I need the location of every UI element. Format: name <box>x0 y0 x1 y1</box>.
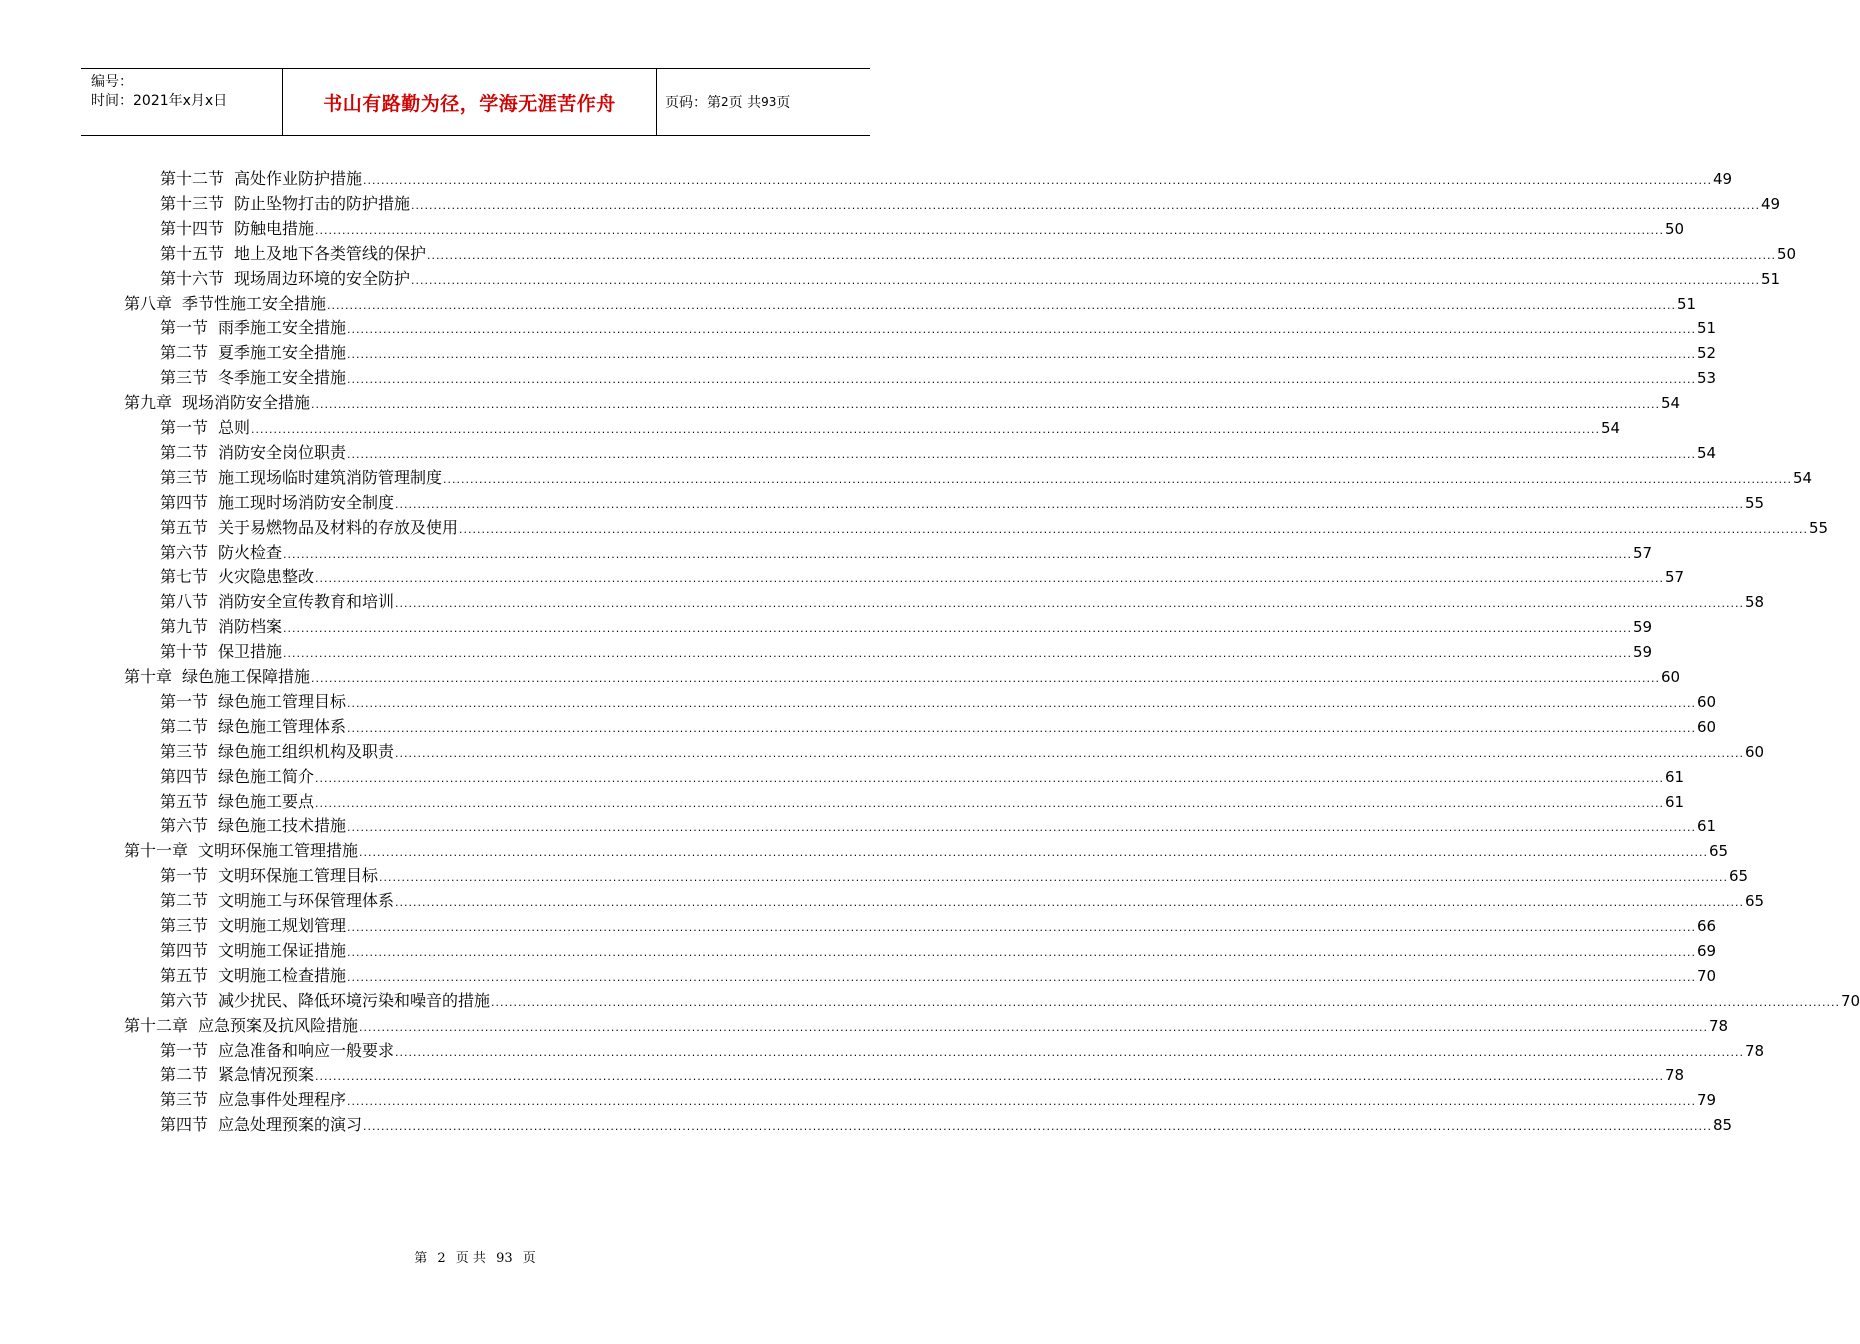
toc-entry-number: 第二节 <box>160 1065 209 1085</box>
toc-entry-title: 现场周边环境的安全防护 <box>234 268 411 288</box>
toc-section-entry[interactable] <box>160 740 1765 764</box>
toc-dot-leader: ............................................................................................................................................................................................................................................................................................................ <box>359 1020 1709 1034</box>
toc-dot-leader: ............................................................................................................................................................................................................................................................................................................ <box>315 796 1665 810</box>
header-page-suffix: 页 <box>776 95 791 111</box>
toc-dot-leader: ............................................................................................................................................................................................................................................................................................................ <box>347 821 1697 835</box>
toc-entry-page-number: 78 <box>1745 1041 1765 1060</box>
toc-section-entry[interactable] <box>160 814 1717 838</box>
toc-section-entry[interactable] <box>160 765 1685 789</box>
toc-dot-leader: ............................................................................................................................................................................................................................................................................................................ <box>363 174 1713 187</box>
toc-section-entry[interactable] <box>160 640 1653 664</box>
toc-dot-leader: ............................................................................................................................................................................................................................................................................................................ <box>491 995 1841 1009</box>
toc-entry-page-number: 59 <box>1633 643 1653 662</box>
header-motto: 书山有路勤为径，学海无涯苦作舟 <box>283 69 657 135</box>
toc-section-entry[interactable] <box>160 565 1685 589</box>
toc-entry-number: 第十二节 <box>160 169 225 188</box>
toc-entry-label <box>160 939 346 963</box>
toc-entry-page-number: 54 <box>1601 419 1621 437</box>
toc-section-entry[interactable] <box>160 491 1765 515</box>
header-page-mid: 页 共 <box>728 95 762 111</box>
toc-dot-leader: ............................................................................................................................................................................................................................................................................................................ <box>359 846 1709 860</box>
toc-entry-title: 文明施工规划管理 <box>218 916 347 935</box>
toc-entry-label <box>160 1039 394 1063</box>
toc-entry-page-number: 78 <box>1709 1016 1729 1035</box>
toc-entry-label <box>160 565 314 589</box>
toc-entry-number: 第八节 <box>160 592 209 612</box>
toc-dot-leader: ............................................................................................................................................................................................................................................................................................................ <box>347 970 1697 984</box>
toc-entry-title: 绿色施工保障措施 <box>182 667 311 686</box>
toc-entry-page-number: 50 <box>1777 244 1797 263</box>
toc-entry-page-number: 51 <box>1697 319 1717 338</box>
toc-entry-title: 绿色施工要点 <box>218 791 315 811</box>
footer-suffix: 页 <box>522 1251 536 1266</box>
toc-entry-page-number: 55 <box>1745 493 1765 512</box>
toc-entry-page-number: 69 <box>1697 941 1717 960</box>
toc-section-entry[interactable] <box>160 192 1781 216</box>
toc-entry-number: 第十一章 <box>124 841 189 861</box>
toc-entry-page-number: 49 <box>1713 170 1733 188</box>
toc-chapter-entry[interactable] <box>124 292 1697 316</box>
toc-entry-page-number: 61 <box>1665 767 1685 786</box>
toc-entry-number: 第十三节 <box>160 193 225 213</box>
toc-entry-label <box>160 267 410 291</box>
toc-entry-number: 第九章 <box>124 393 173 413</box>
toc-entry-number: 第九节 <box>160 617 209 637</box>
toc-entry-number: 第四节 <box>160 766 209 786</box>
toc-dot-leader: ............................................................................................................................................................................................................................................................................................................ <box>315 1070 1665 1084</box>
toc-entry-number: 第一节 <box>160 318 209 338</box>
toc-entry-label <box>160 615 282 639</box>
toc-entry-label <box>160 1088 346 1112</box>
toc-entry-label <box>160 814 346 838</box>
toc-entry-number: 第二节 <box>160 716 209 736</box>
toc-section-entry[interactable] <box>160 939 1717 963</box>
toc-dot-leader: ............................................................................................................................................................................................................................................................................................................ <box>283 622 1633 636</box>
toc-entry-title: 紧急情况预案 <box>218 1065 315 1085</box>
toc-entry-label <box>160 690 346 714</box>
toc-section-entry[interactable] <box>160 790 1685 814</box>
toc-entry-page-number: 53 <box>1697 369 1717 388</box>
toc-section-entry[interactable] <box>160 516 1829 540</box>
toc-entry-title: 文明环保施工管理措施 <box>198 841 359 861</box>
toc-dot-leader: ............................................................................................................................................................................................................................................................................................................ <box>347 1095 1697 1109</box>
toc-entry-page-number: 61 <box>1665 792 1685 811</box>
toc-entry-number: 第四节 <box>160 492 209 512</box>
toc-dot-leader: ............................................................................................................................................................................................................................................................................................................ <box>395 746 1745 760</box>
toc-dot-leader: ............................................................................................................................................................................................................................................................................................................ <box>347 921 1697 934</box>
toc-entry-page-number: 54 <box>1793 468 1813 487</box>
toc-entry-page-number: 61 <box>1697 817 1717 836</box>
toc-entry-page-number: 60 <box>1661 668 1681 686</box>
toc-section-entry[interactable] <box>160 466 1813 490</box>
toc-entry-number: 第十二章 <box>124 1015 189 1035</box>
toc-entry-page-number: 60 <box>1697 692 1717 711</box>
header-page-total: 93 <box>761 95 777 109</box>
toc-entry-number: 第一节 <box>160 691 209 711</box>
toc-section-entry[interactable] <box>160 366 1717 390</box>
toc-entry-label <box>160 1063 314 1087</box>
toc-entry-title: 高处作业防护措施 <box>234 169 363 188</box>
toc-dot-leader: ............................................................................................................................................................................................................................................................................................................ <box>347 323 1697 337</box>
toc-entry-label <box>160 366 346 390</box>
toc-entry-page-number: 60 <box>1697 717 1717 736</box>
toc-entry-label <box>124 292 326 316</box>
toc-entry-label <box>160 715 346 739</box>
toc-entry-title: 防火检查 <box>218 542 283 562</box>
toc-entry-label <box>160 416 250 440</box>
toc-entry-number: 第五节 <box>160 517 209 537</box>
toc-dot-leader: ............................................................................................................................................................................................................................................................................................................ <box>315 223 1665 237</box>
toc-entry-page-number: 79 <box>1697 1091 1717 1110</box>
toc-section-entry[interactable] <box>160 416 1621 440</box>
toc-entry-label <box>160 491 394 515</box>
toc-entry-title: 绿色施工组织机构及职责 <box>218 741 395 761</box>
toc-entry-page-number: 66 <box>1697 917 1717 935</box>
toc-entry-number: 第三节 <box>160 741 209 761</box>
toc-dot-leader: ............................................................................................................................................................................................................................................................................................................ <box>347 945 1697 959</box>
toc-entry-label <box>160 790 314 814</box>
toc-entry-number: 第八章 <box>124 293 173 313</box>
toc-section-entry[interactable] <box>160 541 1653 565</box>
toc-dot-leader: ............................................................................................................................................................................................................................................................................................................ <box>395 497 1745 511</box>
toc-entry-page-number: 78 <box>1665 1066 1685 1085</box>
toc-entry-page-number: 85 <box>1713 1116 1733 1135</box>
toc-entry-label <box>124 839 358 863</box>
toc-dot-leader: ............................................................................................................................................................................................................................................................................................................ <box>347 447 1697 461</box>
header-page-prefix: 页码：第 <box>665 95 721 111</box>
toc-entry-number: 第二节 <box>160 343 209 363</box>
toc-entry-number: 第七节 <box>160 567 209 587</box>
toc-chapter-entry[interactable] <box>124 1014 1729 1038</box>
toc-entry-title: 消防档案 <box>218 617 283 637</box>
toc-dot-leader: ............................................................................................................................................................................................................................................................................................................ <box>395 597 1745 611</box>
toc-entry-label <box>160 740 394 764</box>
toc-entry-page-number: 54 <box>1661 394 1681 413</box>
toc-dot-leader: ............................................................................................................................................................................................................................................................................................................ <box>347 721 1697 735</box>
toc-entry-label <box>160 964 346 988</box>
toc-entry-label <box>160 516 458 540</box>
toc-entry-label <box>124 665 310 689</box>
document-date: 时间：2021年x月x日 <box>91 93 228 109</box>
toc-entry-number: 第一节 <box>160 866 209 886</box>
toc-dot-leader: ............................................................................................................................................................................................................................................................................................................ <box>311 398 1661 412</box>
document-number-label: 编号： <box>91 74 133 90</box>
toc-entry-title: 地上及地下各类管线的保护 <box>234 243 427 263</box>
toc-section-entry[interactable] <box>160 441 1717 465</box>
toc-entry-title: 防触电措施 <box>234 218 315 238</box>
toc-entry-title: 火灾隐患整改 <box>218 567 315 587</box>
toc-dot-leader: ............................................................................................................................................................................................................................................................................................................ <box>283 647 1633 661</box>
toc-entry-title: 应急事件处理程序 <box>218 1090 347 1110</box>
toc-dot-leader: ............................................................................................................................................................................................................................................................................................................ <box>395 1045 1745 1059</box>
toc-entry-number: 第十节 <box>160 642 209 662</box>
toc-entry-label <box>160 466 442 490</box>
footer-page-current: 2 <box>437 1251 446 1266</box>
toc-section-entry[interactable] <box>160 590 1765 614</box>
header-page-indicator <box>657 69 870 135</box>
toc-dot-leader: ............................................................................................................................................................................................................................................................................................................ <box>427 248 1777 262</box>
toc-entry-page-number: 58 <box>1745 593 1765 612</box>
toc-entry-number: 第五节 <box>160 791 209 811</box>
toc-entry-title: 消防安全岗位职责 <box>218 442 347 462</box>
toc-entry-page-number: 51 <box>1677 294 1697 313</box>
toc-entry-number: 第三节 <box>160 368 209 388</box>
toc-entry-page-number: 70 <box>1697 966 1717 985</box>
toc-dot-leader: ............................................................................................................................................................................................................................................................................................................ <box>315 572 1665 586</box>
page-footer <box>0 1247 950 1266</box>
toc-section-entry[interactable] <box>160 167 1733 191</box>
toc-entry-page-number: 55 <box>1809 518 1829 537</box>
toc-entry-number: 第十六节 <box>160 268 225 288</box>
toc-entry-page-number: 51 <box>1761 269 1781 288</box>
toc-dot-leader: ............................................................................................................................................................................................................................................................................................................ <box>443 472 1793 486</box>
toc-section-entry[interactable] <box>160 864 1749 888</box>
toc-entry-title: 文明施工检查措施 <box>218 965 347 985</box>
toc-entry-label <box>160 864 378 888</box>
toc-entry-page-number: 70 <box>1841 991 1860 1010</box>
toc-entry-title: 文明环保施工管理目标 <box>218 866 379 886</box>
toc-entry-number: 第十五节 <box>160 243 225 263</box>
toc-entry-number: 第六节 <box>160 990 209 1010</box>
toc-entry-title: 应急准备和响应一般要求 <box>218 1040 395 1060</box>
toc-entry-title: 施工现场临时建筑消防管理制度 <box>218 467 443 487</box>
toc-entry-page-number: 49 <box>1761 194 1781 213</box>
toc-entry-page-number: 50 <box>1665 219 1685 238</box>
toc-entry-label <box>160 341 346 365</box>
toc-entry-number: 第十章 <box>124 667 173 686</box>
toc-entry-label <box>160 640 282 664</box>
toc-entry-number: 第十四节 <box>160 218 225 238</box>
toc-entry-title: 绿色施工管理体系 <box>218 716 347 736</box>
toc-dot-leader: ............................................................................................................................................................................................................................................................................................................ <box>347 373 1697 387</box>
toc-section-entry[interactable] <box>160 267 1781 291</box>
toc-dot-leader: ............................................................................................................................................................................................................................................................................................................ <box>251 423 1601 436</box>
toc-entry-page-number: 57 <box>1633 543 1653 562</box>
toc-entry-label <box>160 192 410 216</box>
toc-entry-page-number: 52 <box>1697 344 1717 363</box>
toc-entry-number: 第四节 <box>160 1115 209 1135</box>
toc-entry-number: 第四节 <box>160 940 209 960</box>
toc-chapter-entry[interactable] <box>124 839 1729 863</box>
toc-entry-title: 现场消防安全措施 <box>182 393 311 413</box>
toc-dot-leader: ............................................................................................................................................................................................................................................................................................................ <box>459 522 1809 536</box>
toc-entry-label <box>160 316 346 340</box>
toc-section-entry[interactable] <box>160 1063 1685 1087</box>
toc-section-entry[interactable] <box>160 889 1765 913</box>
toc-entry-number: 第一节 <box>160 418 209 437</box>
footer-page-total: 93 <box>496 1251 513 1266</box>
toc-entry-number: 第二节 <box>160 442 209 462</box>
toc-entry-number: 第五节 <box>160 965 209 985</box>
toc-entry-page-number: 59 <box>1633 618 1653 637</box>
toc-section-entry[interactable] <box>160 690 1717 714</box>
toc-entry-title: 减少扰民、降低环境污染和噪音的措施 <box>218 990 491 1010</box>
toc-entry-label <box>124 1014 358 1038</box>
toc-entry-title: 应急预案及抗风险措施 <box>198 1015 359 1035</box>
toc-entry-number: 第三节 <box>160 916 209 935</box>
toc-section-entry[interactable] <box>160 316 1717 340</box>
toc-entry-label <box>160 989 490 1013</box>
toc-entry-title: 雨季施工安全措施 <box>218 318 347 338</box>
toc-section-entry[interactable] <box>160 989 1860 1013</box>
toc-entry-label <box>160 167 362 191</box>
toc-dot-leader: ............................................................................................................................................................................................................................................................................................................ <box>311 672 1661 685</box>
toc-dot-leader: ............................................................................................................................................................................................................................................................................................................ <box>363 1120 1713 1134</box>
toc-entry-label <box>124 391 310 415</box>
header-info-cell <box>81 69 283 135</box>
toc-dot-leader: ............................................................................................................................................................................................................................................................................................................ <box>315 771 1665 785</box>
toc-section-entry[interactable] <box>160 715 1717 739</box>
toc-section-entry[interactable] <box>160 217 1685 241</box>
toc-dot-leader: ............................................................................................................................................................................................................................................................................................................ <box>283 547 1633 561</box>
toc-entry-title: 施工现时场消防安全制度 <box>218 492 395 512</box>
toc-entry-number: 第二节 <box>160 891 209 911</box>
toc-entry-label <box>160 242 426 266</box>
toc-entry-title: 绿色施工技术措施 <box>218 816 347 836</box>
toc-entry-label <box>160 889 394 913</box>
toc-dot-leader: ............................................................................................................................................................................................................................................................................................................ <box>327 298 1677 312</box>
toc-entry-page-number: 65 <box>1709 842 1729 861</box>
toc-section-entry[interactable] <box>160 1039 1765 1063</box>
toc-entry-label <box>160 441 346 465</box>
toc-entry-number: 第三节 <box>160 1090 209 1110</box>
toc-entry-label <box>160 541 282 565</box>
toc-entry-title: 消防安全宣传教育和培训 <box>218 592 395 612</box>
toc-section-entry[interactable] <box>160 242 1797 266</box>
toc-section-entry[interactable] <box>160 615 1653 639</box>
toc-entry-page-number: 65 <box>1745 892 1765 911</box>
toc-entry-title: 文明施工保证措施 <box>218 940 347 960</box>
toc-dot-leader: ............................................................................................................................................................................................................................................................................................................ <box>411 198 1761 212</box>
toc-entry-page-number: 54 <box>1697 443 1717 462</box>
toc-entry-number: 第六节 <box>160 816 209 836</box>
toc-chapter-entry[interactable] <box>124 391 1681 415</box>
toc-entry-title: 文明施工与环保管理体系 <box>218 891 395 911</box>
toc-entry-label <box>160 765 314 789</box>
toc-section-entry[interactable] <box>160 341 1717 365</box>
header-page-current: 2 <box>721 95 729 109</box>
footer-prefix: 第 <box>414 1251 428 1266</box>
footer-mid: 页 共 <box>455 1251 486 1266</box>
toc-entry-label <box>160 590 394 614</box>
toc-entry-label <box>160 1113 362 1137</box>
toc-entry-title: 冬季施工安全措施 <box>218 368 347 388</box>
toc-entry-label <box>160 914 346 938</box>
toc-entry-number: 第六节 <box>160 542 209 562</box>
toc-entry-title: 应急处理预案的演习 <box>218 1115 363 1135</box>
toc-chapter-entry[interactable] <box>124 665 1681 689</box>
toc-section-entry[interactable] <box>160 1113 1733 1137</box>
toc-entry-number: 第三节 <box>160 467 209 487</box>
toc-entry-title: 绿色施工简介 <box>218 766 315 786</box>
toc-entry-label <box>160 217 314 241</box>
toc-section-entry[interactable] <box>160 1088 1717 1112</box>
toc-section-entry[interactable] <box>160 964 1717 988</box>
toc-entry-title: 季节性施工安全措施 <box>182 293 327 313</box>
toc-entry-title: 关于易燃物品及材料的存放及使用 <box>218 517 459 537</box>
toc-entry-title: 总则 <box>218 418 251 437</box>
toc-entry-title: 绿色施工管理目标 <box>218 691 347 711</box>
toc-dot-leader: ............................................................................................................................................................................................................................................................................................................ <box>379 871 1729 885</box>
toc-entry-page-number: 65 <box>1729 867 1749 886</box>
toc-dot-leader: ............................................................................................................................................................................................................................................................................................................ <box>411 273 1761 287</box>
toc-entry-number: 第一节 <box>160 1040 209 1060</box>
toc-entry-title: 保卫措施 <box>218 642 283 662</box>
toc-dot-leader: ............................................................................................................................................................................................................................................................................................................ <box>395 896 1745 910</box>
toc-entry-title: 夏季施工安全措施 <box>218 343 347 363</box>
toc-entry-page-number: 60 <box>1745 742 1765 761</box>
toc-entry-title: 防止坠物打击的防护措施 <box>234 193 411 213</box>
toc-dot-leader: ............................................................................................................................................................................................................................................................................................................ <box>347 696 1697 710</box>
toc-section-entry[interactable] <box>160 914 1717 938</box>
page-header <box>81 68 870 136</box>
toc-dot-leader: ............................................................................................................................................................................................................................................................................................................ <box>347 348 1697 362</box>
toc-entry-page-number: 57 <box>1665 568 1685 587</box>
